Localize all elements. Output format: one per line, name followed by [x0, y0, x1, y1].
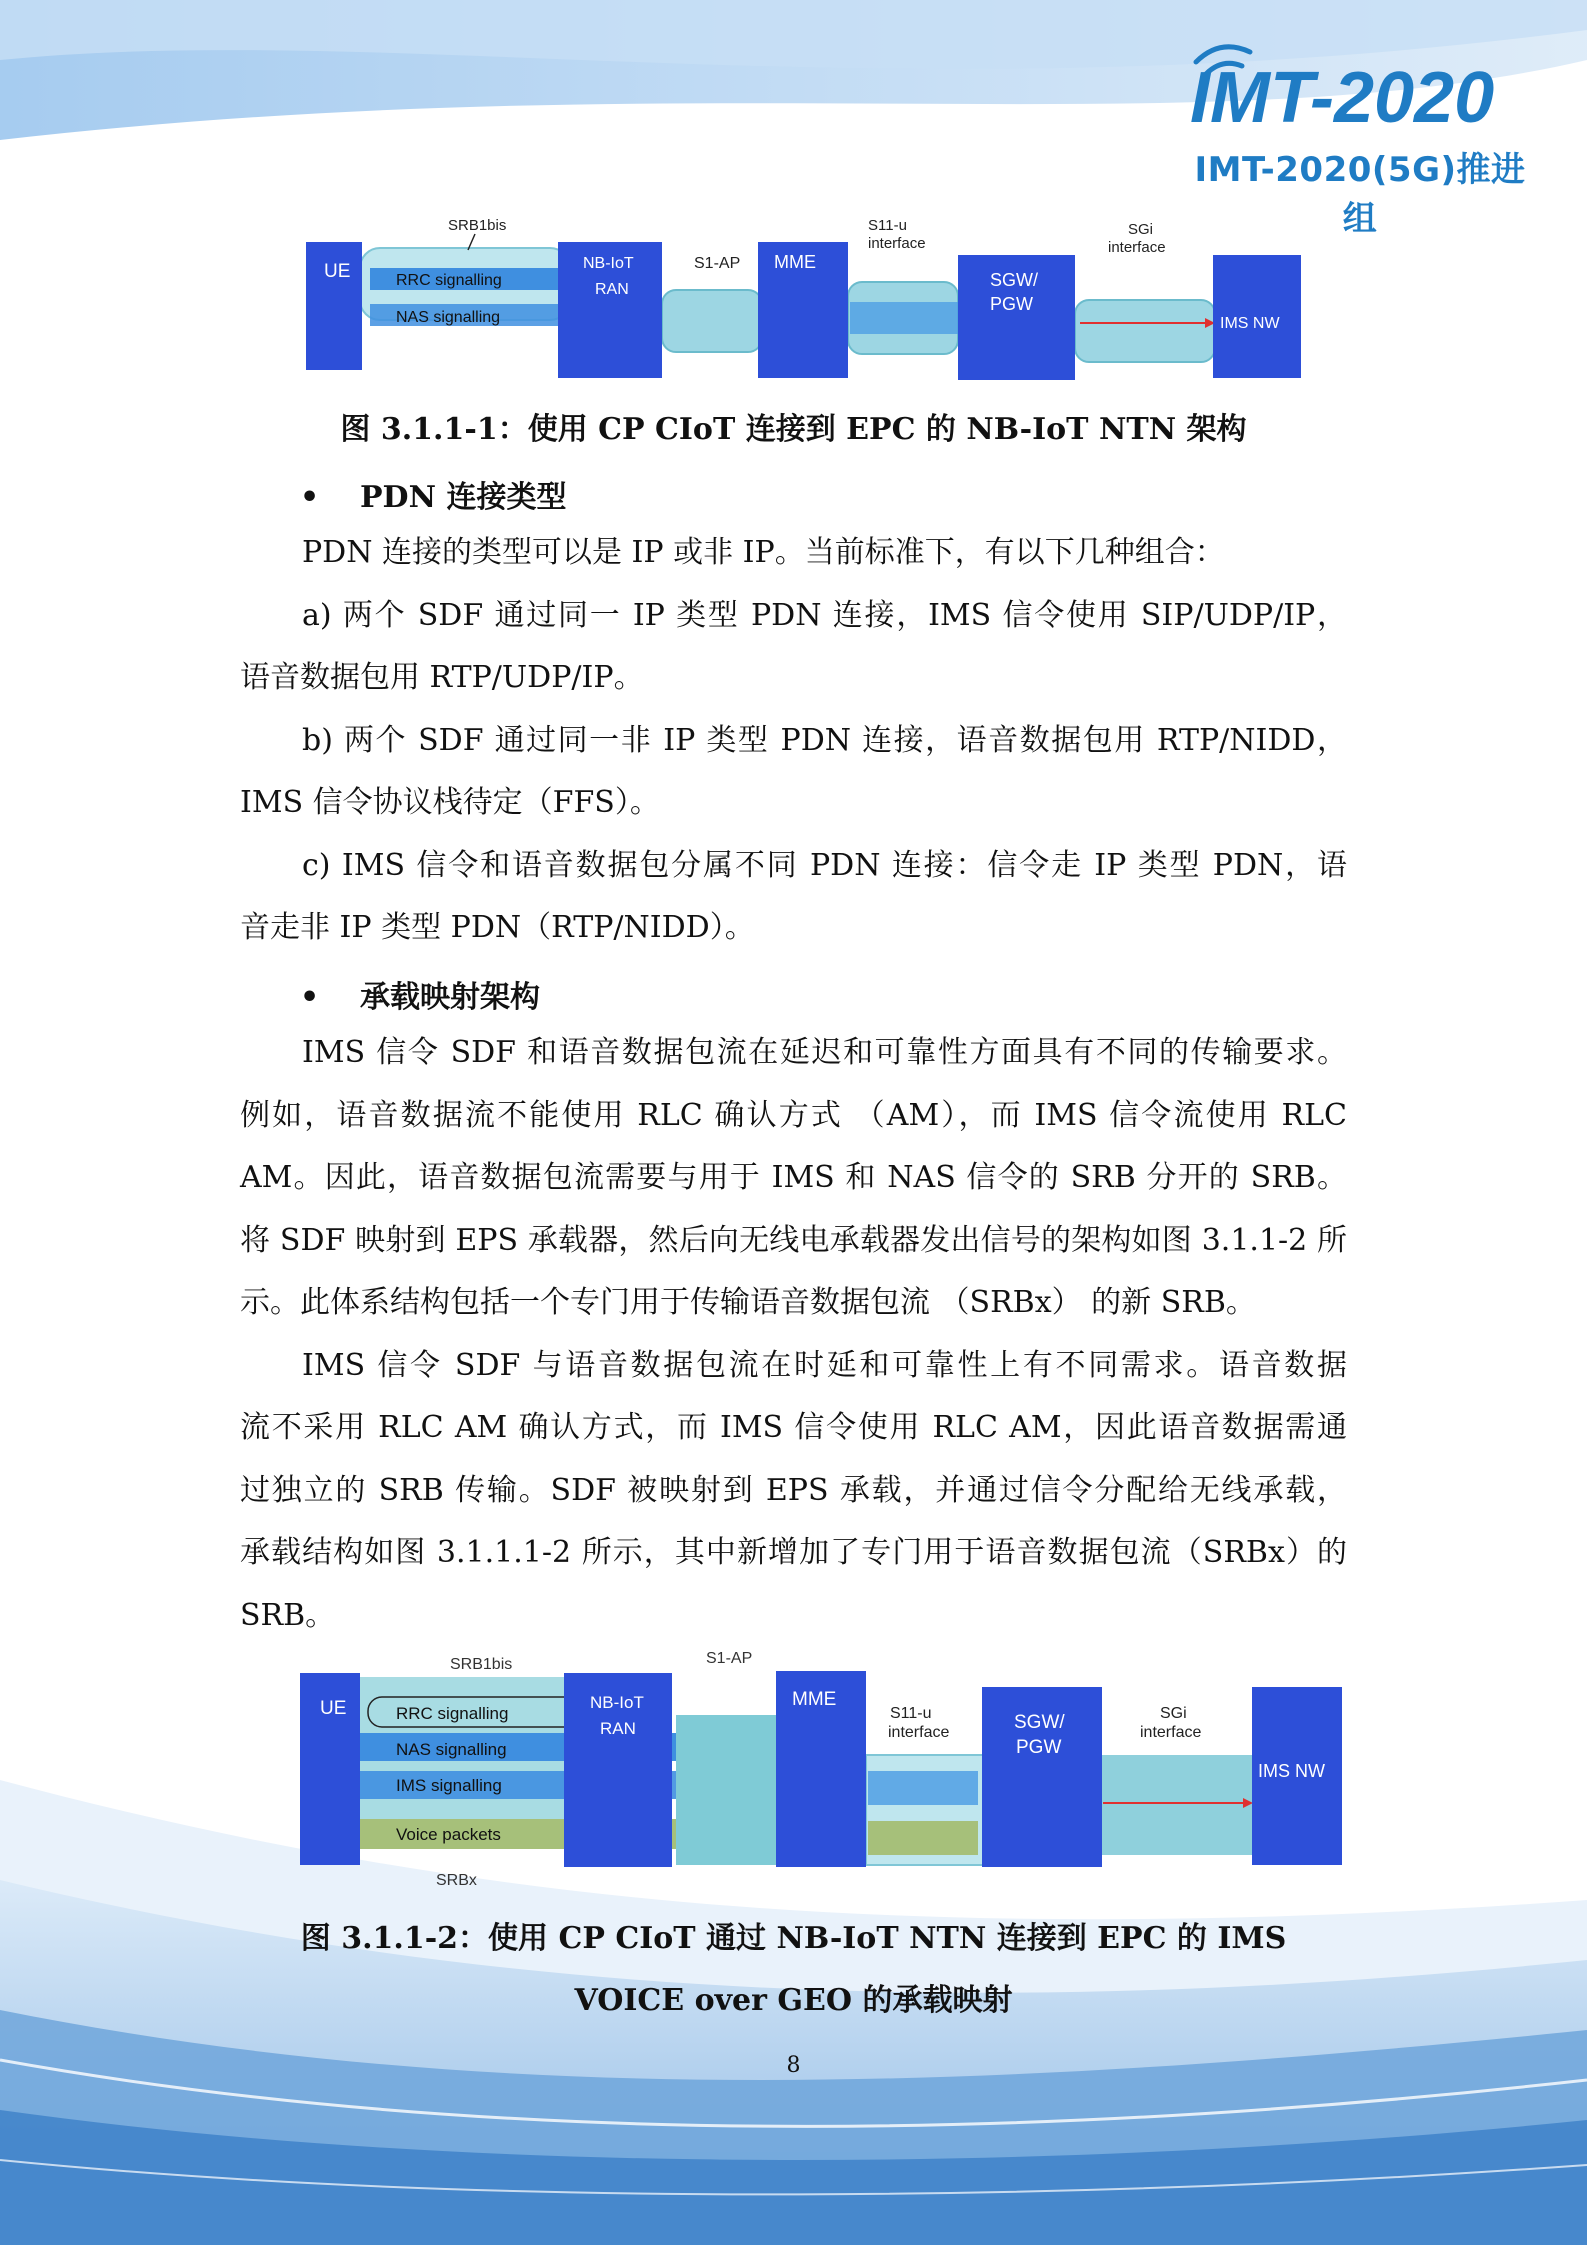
paragraph-line: IMS 信令 SDF 与语音数据包流在时延和可靠性上有不同需求。语音数据: [302, 1347, 1347, 1383]
paragraph-line: 将 SDF 映射到 EPS 承载器，然后向无线电承载器发出信号的架构如图 3.1.1-2 所: [240, 1222, 1347, 1258]
mme-label: MME: [774, 252, 816, 272]
ran-label: NB-IoT: [583, 255, 634, 272]
paragraph-line: 示。此体系结构包括一个专门用于传输语音数据包流 （SRBx） 的新 SRB。: [240, 1285, 1256, 1320]
paragraph-line: a) 两个 SDF 通过同一 IP 类型 PDN 连接，IMS 信令使用 SIP/UDP/IP，: [302, 597, 1347, 633]
s11-label-2: interface: [868, 235, 926, 252]
paragraph-line: 例如，语音数据流不能使用 RLC 确认方式 （AM），而 IMS 信令流使用 RLC: [240, 1097, 1347, 1133]
page-number: 8: [786, 2053, 801, 2078]
paragraph-line: PDN 连接的类型可以是 IP 或非 IP。当前标准下，有以下几种组合：: [302, 535, 1225, 570]
paragraph-line: IMS 信令 SDF 和语音数据包流在延迟和可靠性方面具有不同的传输要求。: [302, 1035, 1347, 1070]
rrc-label: RRC signalling: [396, 1704, 509, 1723]
sgi-label: SGi: [1128, 221, 1154, 238]
section-title-text: PDN 连接类型: [360, 480, 567, 515]
caption-line-1: 图 3.1.1-2：使用 CP CIoT 通过 NB-IoT NTN 连接到 EPC 的 IMS: [300, 1921, 1287, 1956]
paragraph-line: SRB。: [240, 1597, 336, 1633]
s11-label: S11-u: [868, 217, 907, 234]
s11-label: S11-u: [890, 1705, 932, 1722]
sgw-label: SGW/: [1014, 1712, 1065, 1733]
logo-wordmark: IMT-2020: [1190, 58, 1495, 138]
s11-label-2: interface: [888, 1724, 950, 1741]
ran-label: NB-IoT: [590, 1693, 644, 1712]
ran-label-2: RAN: [600, 1719, 636, 1738]
sgi-label: SGi: [1160, 1705, 1187, 1722]
paragraph-line: 流不采用 RLC AM 确认方式，而 IMS 信令使用 RLC AM，因此语音数据需通: [240, 1410, 1347, 1445]
voice-packets-label: Voice packets: [396, 1825, 501, 1844]
section-2-body: [240, 1022, 1347, 1647]
ue-label: UE: [324, 261, 351, 282]
sgw-label: SGW/: [990, 270, 1038, 290]
ims-label: IMS NW: [1220, 315, 1280, 332]
paragraph-line: IMS 信令协议栈待定（FFS）。: [240, 785, 660, 820]
paragraph-line: 语音数据包用 RTP/UDP/IP。: [240, 660, 644, 695]
ims-label: IMS NW: [1258, 1761, 1325, 1781]
section-title-bearer: [300, 972, 540, 1016]
paragraph-line: 过独立的 SRB 传输。SDF 被映射到 EPS 承载，并通过信令分配给无线承载，: [240, 1472, 1347, 1508]
mme-label: MME: [792, 1689, 837, 1710]
srbx-label: SRBx: [436, 1872, 477, 1889]
sgi-label-2: interface: [1140, 1724, 1202, 1741]
sgw-label-2: PGW: [990, 294, 1033, 314]
bullet-dot: •: [300, 980, 320, 1015]
caption-line-2: VOICE over GEO 的承载映射: [574, 1983, 1013, 2018]
s1ap-label: S1-AP: [706, 1650, 753, 1667]
ims-signalling-label: IMS signalling: [396, 1776, 502, 1795]
paragraph-line: c) IMS 信令和语音数据包分属不同 PDN 连接：信令走 IP 类型 PDN，语: [302, 847, 1347, 883]
paragraph-line: b) 两个 SDF 通过同一非 IP 类型 PDN 连接，语音数据包用 RTP/NIDD，: [302, 722, 1347, 758]
s1ap-label: S1-AP: [694, 255, 741, 272]
bullet-dot: •: [300, 480, 320, 515]
paragraph-line: 音走非 IP 类型 PDN（RTP/NIDD）。: [240, 910, 755, 945]
org-name: IMT-2020(5G)推进组: [1194, 150, 1526, 239]
ue-label: UE: [320, 1698, 347, 1719]
figure-2-caption: [240, 1908, 1347, 2032]
sgw-label-2: PGW: [1016, 1737, 1062, 1758]
section-1-body: [240, 522, 1347, 960]
srb1bis-label: SRB1bis: [448, 217, 507, 234]
nas-label: NAS signalling: [396, 1740, 507, 1759]
section-title-text: 承载映射架构: [360, 980, 540, 1015]
figure-1-diagram: [300, 210, 1310, 385]
ran-label-2: RAN: [595, 281, 629, 298]
srb1bis-label: SRB1bis: [450, 1656, 513, 1673]
rrc-label: RRC signalling: [396, 272, 502, 289]
figure-1-caption: 图 3.1.1-1：使用 CP CIoT 连接到 EPC 的 NB-IoT NTN 架构: [340, 412, 1247, 447]
paragraph-line: 承载结构如图 3.1.1.1-2 所示，其中新增加了专门用于语音数据包流（SRBx）的: [240, 1535, 1347, 1570]
nas-label: NAS signalling: [396, 309, 501, 326]
sgi-label-2: interface: [1108, 239, 1166, 256]
figure-2-diagram: [298, 1645, 1348, 1895]
section-title-pdn: [300, 472, 566, 516]
paragraph-line: AM。因此，语音数据包流需要与用于 IMS 和 NAS 信令的 SRB 分开的 SRB。: [240, 1160, 1347, 1195]
